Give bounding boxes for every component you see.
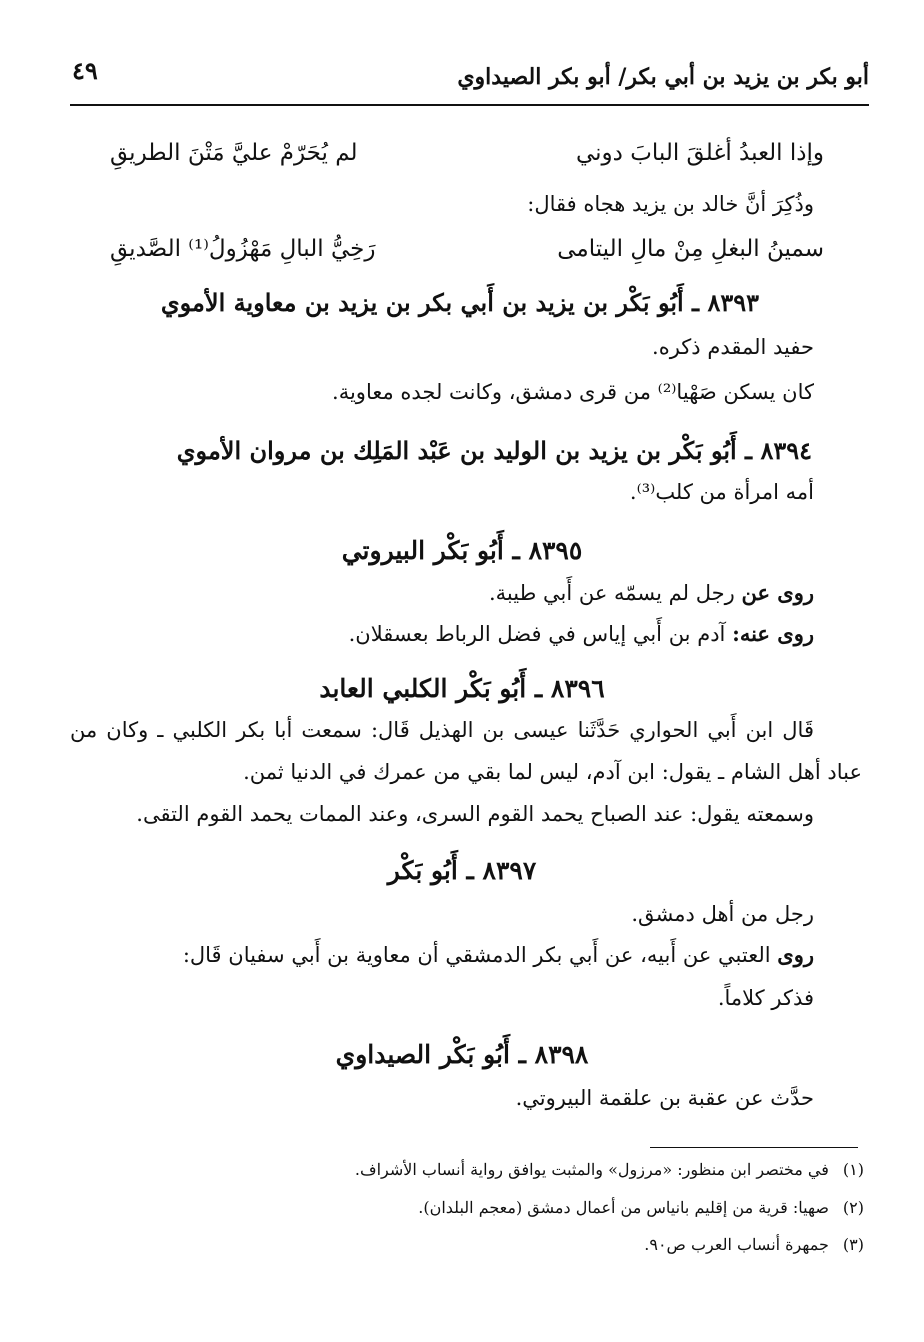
running-header-title: أبو بكر بن يزيد بن أبي بكر/ أبو بكر الصيداوي — [457, 64, 869, 90]
entry-8393-line-2: كان يسكن صَهْيا⁽²⁾ من قرى دمشق، وكانت لجده معاوية. — [332, 380, 814, 404]
rawa-anhu-text: آدم بن أَبي إياس في فضل الرباط بعسقلان. — [348, 622, 726, 646]
entry-8395-rawa-anhu — [349, 621, 814, 646]
header-divider — [70, 104, 869, 106]
rawa-anhu-label: روى عنه: — [732, 621, 814, 646]
rawa-label: روى — [777, 942, 814, 967]
verse-2-first-hemistich: سمينُ البغلِ مِنْ مالِ اليتامى — [557, 236, 824, 262]
entry-8396-line-3: وسمعته يقول: عند الصباح يحمد القوم السرى، وعند الممات يحمد القوم التقى. — [136, 802, 814, 826]
footnote-3-text: جمهرة أنساب العرب ص٩٠. — [644, 1235, 829, 1254]
rawa-an-text: رجل لم يسمّه عن أَبي طيبة. — [488, 581, 735, 605]
entry-8397-heading: ٨٣٩٧ ـ أَبُو بَكْر — [387, 856, 537, 885]
verse-1-first-hemistich: وإذا العبدُ أغلقَ البابَ دوني — [575, 140, 824, 166]
entry-8397-line-1: رجل من أهل دمشق. — [631, 902, 814, 926]
footnote-2-text: صهيا: قرية من إقليم بانياس من أعمال دمشق (معجم البلدان). — [418, 1198, 829, 1217]
entry-8397-rawa — [183, 942, 814, 967]
footnote-2-number: (٢) — [842, 1198, 864, 1217]
footnote-3 — [644, 1235, 864, 1254]
entry-8398-heading: ٨٣٩٨ ـ أَبُو بَكْر الصيداوي — [335, 1040, 589, 1069]
footnote-1 — [355, 1160, 864, 1179]
verse-2-second-hemistich: رَخِيُّ البالِ مَهْزُولُ⁽¹⁾ الصَّديقِ — [110, 236, 376, 262]
footnote-1-number: (١) — [842, 1160, 864, 1179]
rawa-text: العتبي عن أَبيه، عن أَبي بكر الدمشقي أن معاوية بن أَبي سفيان قَال: — [182, 943, 771, 967]
entry-8396-line-2: عباد أهل الشام ـ يقول: ابن آدم، ليس لما بقي من عمرك في الدنيا ثمن. — [243, 760, 862, 784]
footnote-1-text: في مختصر ابن منظور: «مرزول» والمثبت يوافق رواية أنساب الأشراف. — [354, 1160, 829, 1179]
entry-8393-heading: ٨٣٩٣ ـ أَبُو بَكْر بن يزيد بن أَبي بكر بن يزيد بن معاوية الأموي — [160, 288, 759, 317]
footnote-3-number: (٣) — [842, 1235, 864, 1254]
entry-8393-line-1: حفيد المقدم ذكره. — [652, 335, 814, 359]
rawa-an-label: روى عن — [741, 580, 814, 605]
entry-8394-heading: ٨٣٩٤ ـ أَبُو بَكْر بن يزيد بن الوليد بن عَبْد المَلِك بن مروان الأموي — [176, 436, 812, 465]
entry-8396-heading: ٨٣٩٦ ـ أَبُو بَكْر الكلبي العابد — [319, 674, 605, 703]
entry-8394-line-1: أمه امرأة من كلب⁽³⁾. — [629, 480, 814, 504]
poem-verse-2 — [110, 236, 824, 262]
poem-intro-line: وذُكِرَ أنَّ خالد بن يزيد هجاه فقال: — [527, 192, 814, 216]
entry-8397-line-3: فذكر كلاماً. — [717, 986, 814, 1010]
entry-8398-line-1: حدَّث عن عقبة بن علقمة البيروتي. — [515, 1086, 814, 1110]
footnote-divider — [650, 1147, 858, 1148]
entry-8396-line-1: قَال ابن أَبي الحواري حَدَّثَنا عيسى بن الهذيل قَال: سمعت أبا بكر الكلبي ـ وكان من — [70, 718, 814, 742]
page-number: ٤٩ — [72, 56, 98, 85]
verse-1-second-hemistich: لم يُحَرّمْ عليَّ مَتْنَ الطريقِ — [110, 140, 358, 166]
entry-8395-heading: ٨٣٩٥ ـ أَبُو بَكْر البيروتي — [341, 536, 583, 565]
poem-verse-1 — [110, 140, 824, 166]
footnote-2 — [418, 1198, 864, 1217]
entry-8395-rawa-an — [489, 580, 814, 605]
